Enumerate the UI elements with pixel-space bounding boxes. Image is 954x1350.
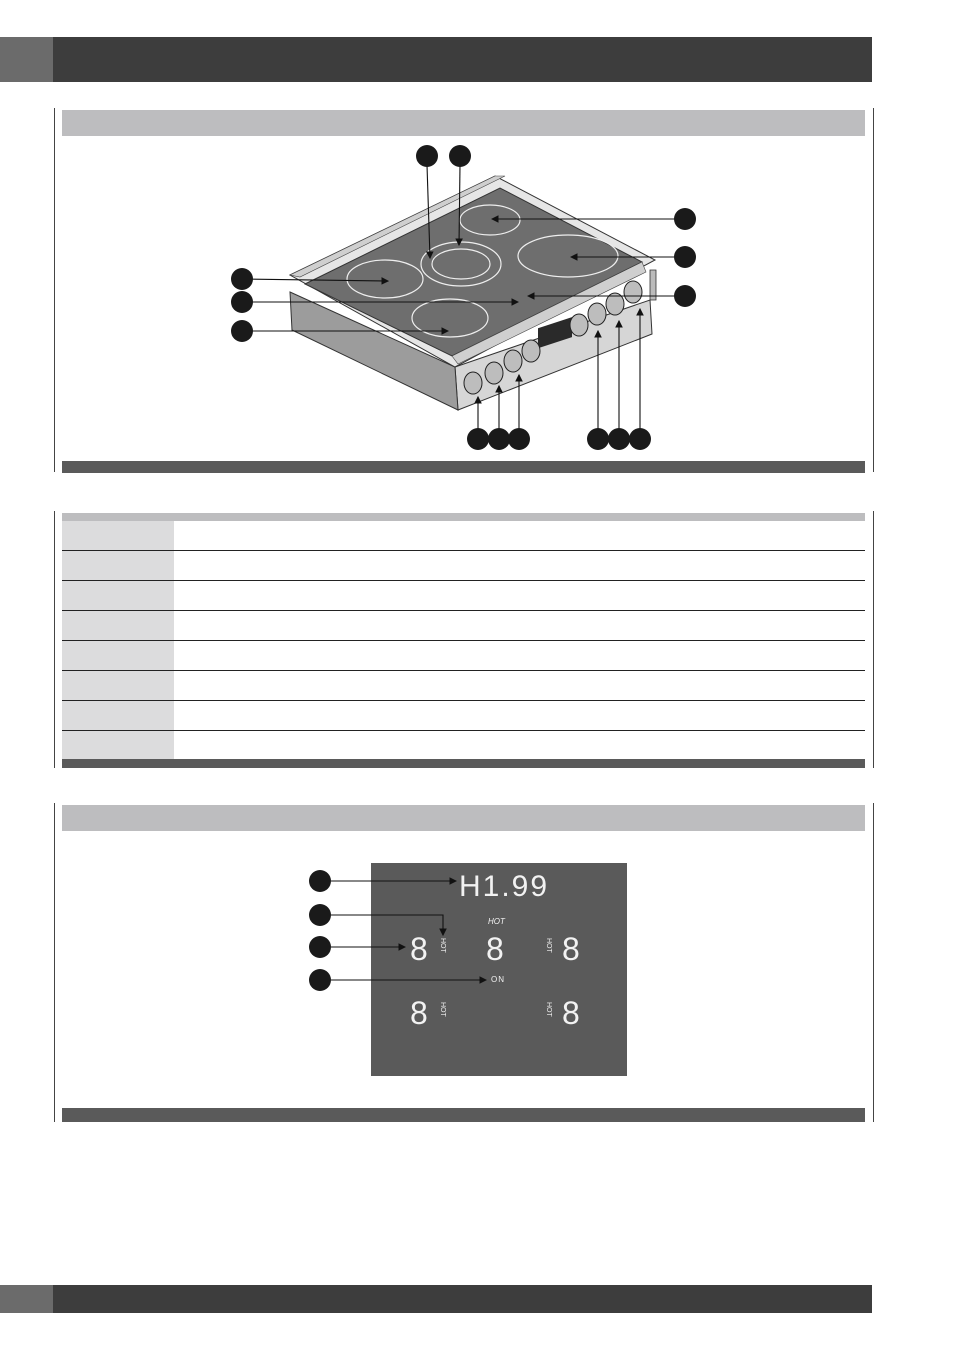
- callout-marker: [508, 428, 530, 450]
- display-panel-title: [62, 805, 865, 831]
- callout-marker: [309, 936, 331, 958]
- row-label: [62, 641, 174, 671]
- footer-bar: [53, 1285, 872, 1313]
- spec-panel-title: [62, 513, 865, 521]
- hot-label-right-top: HOT: [545, 938, 552, 953]
- table-row: [62, 611, 865, 641]
- callout-marker: [309, 870, 331, 892]
- zone-digit-left-top: 8: [410, 931, 428, 967]
- table-row: [62, 641, 865, 671]
- callout-marker: [629, 428, 651, 450]
- callout-marker: [309, 969, 331, 991]
- callout-marker: [587, 428, 609, 450]
- callout-marker: [488, 428, 510, 450]
- row-value: [174, 581, 865, 611]
- display-panel-footer: [62, 1108, 865, 1122]
- hot-label-left-bottom: HOT: [439, 1002, 446, 1017]
- knob-4: [522, 340, 540, 362]
- knob-3: [504, 350, 522, 372]
- callout-marker: [231, 268, 253, 290]
- row-value: [174, 671, 865, 701]
- callout-marker: [231, 291, 253, 313]
- header-bar: [53, 37, 872, 82]
- row-value: [174, 701, 865, 731]
- spec-table: [62, 521, 865, 760]
- on-label: ON: [491, 975, 505, 984]
- callout-marker: [309, 904, 331, 926]
- table-row: [62, 551, 865, 581]
- hot-label-top: HOT: [488, 917, 505, 926]
- zone-digit-right-bottom: 8: [562, 995, 580, 1031]
- knob-5: [570, 314, 588, 336]
- knob-1: [464, 372, 482, 394]
- row-label: [62, 611, 174, 641]
- display-diagram: [300, 860, 630, 1080]
- callout-marker: [674, 285, 696, 307]
- row-value: [174, 611, 865, 641]
- knob-2: [485, 362, 503, 384]
- row-label: [62, 671, 174, 701]
- row-label: [62, 551, 174, 581]
- row-value: [174, 521, 865, 551]
- hot-label-left-top: HOT: [439, 938, 446, 953]
- callout-marker: [416, 145, 438, 167]
- table-row: [62, 701, 865, 731]
- callout-marker: [674, 246, 696, 268]
- row-value: [174, 731, 865, 761]
- row-value: [174, 641, 865, 671]
- row-label: [62, 521, 174, 551]
- spec-panel-footer: [62, 759, 865, 768]
- zone-digit-left-bottom: 8: [410, 995, 428, 1031]
- zone-digit-center: 8: [486, 931, 504, 967]
- callout-marker: [231, 320, 253, 342]
- row-label: [62, 581, 174, 611]
- clock-readout: H1.99: [459, 870, 550, 903]
- row-value: [174, 551, 865, 581]
- overview-panel-footer: [62, 461, 865, 473]
- callout-marker: [467, 428, 489, 450]
- row-label: [62, 701, 174, 731]
- row-label: [62, 731, 174, 761]
- header-tab: [0, 37, 53, 82]
- footer-tab: [0, 1285, 53, 1313]
- table-row: [62, 731, 865, 761]
- table-row: [62, 671, 865, 701]
- callout-marker: [449, 145, 471, 167]
- knob-6: [588, 303, 606, 325]
- table-row: [62, 581, 865, 611]
- callout-marker: [674, 208, 696, 230]
- overview-panel-title: [62, 110, 865, 136]
- knob-8: [624, 281, 642, 303]
- table-row: [62, 521, 865, 551]
- range-diagram: [220, 140, 710, 455]
- zone-digit-right-top: 8: [562, 931, 580, 967]
- callout-marker: [608, 428, 630, 450]
- hot-label-right-bottom: HOT: [545, 1002, 552, 1017]
